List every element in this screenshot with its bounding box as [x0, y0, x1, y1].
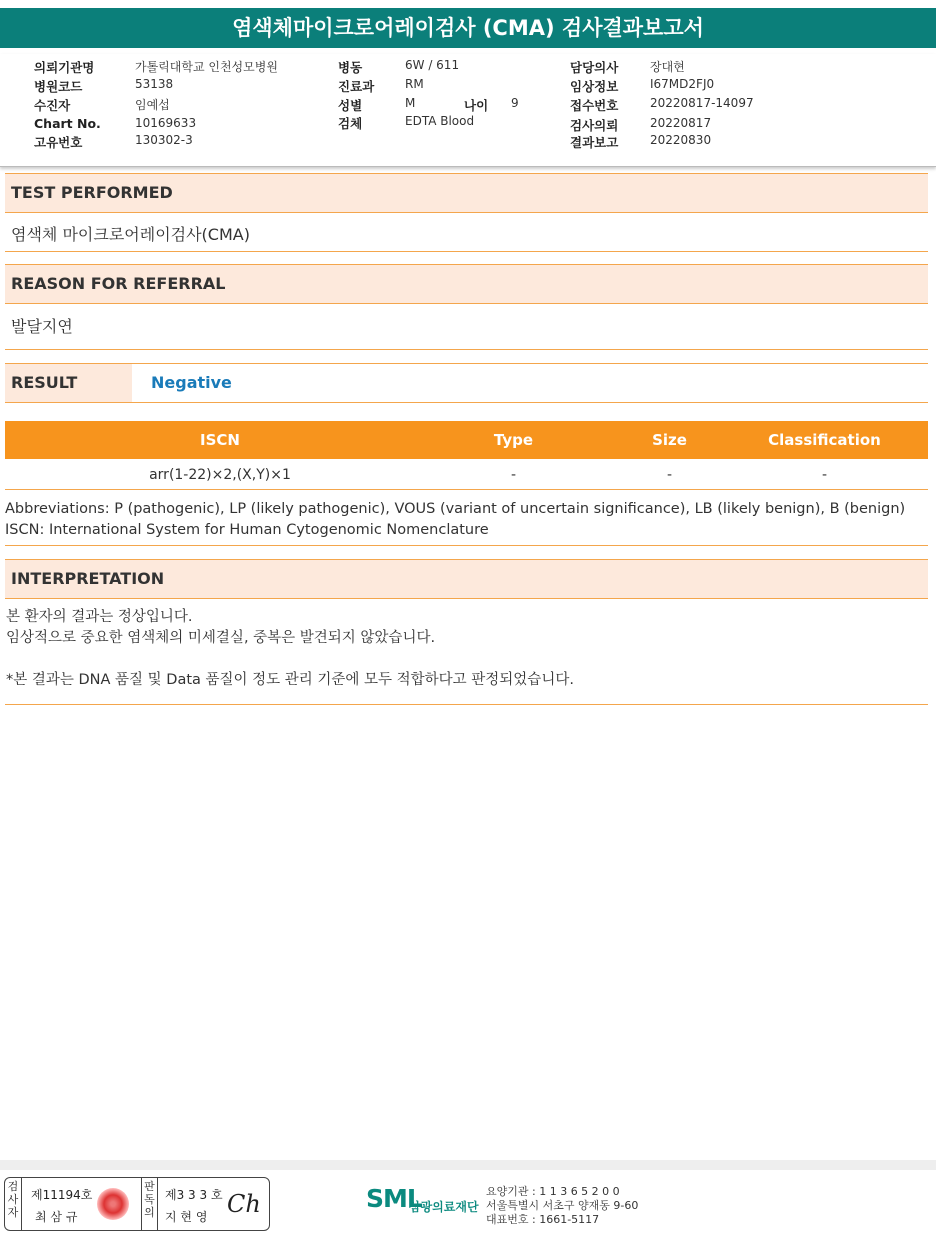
lab-code: 요양기관 : 1 1 3 6 5 2 0 0	[486, 1185, 620, 1198]
divider	[5, 545, 928, 546]
interpretation-note: *본 결과는 DNA 품질 및 Data 품질이 정도 관리 기준에 모두 적합하다고 판정되었습니다.	[6, 672, 574, 688]
cell-type: -	[510, 467, 517, 483]
signature-box	[4, 1177, 270, 1231]
approver-name: 지 현 영	[165, 1210, 208, 1224]
dept-label: 진료과	[338, 79, 375, 94]
chart-value: 10169633	[135, 116, 197, 130]
institution-label: 의뢰기관명	[34, 60, 95, 75]
referral-heading: REASON FOR REFERRAL	[11, 274, 226, 293]
col-iscn: ISCN	[200, 431, 240, 449]
patient-label: 수진자	[34, 98, 71, 113]
doctor-value: 장대현	[650, 60, 685, 74]
report-value: 20220830	[650, 133, 712, 147]
col-type: Type	[493, 431, 534, 449]
examiner-name: 최 삼 규	[35, 1210, 78, 1224]
ward-label: 병동	[338, 60, 363, 75]
request-label: 검사의뢰	[570, 118, 619, 133]
dept-value: RM	[405, 77, 424, 91]
hospital-code-label: 병원코드	[34, 79, 83, 94]
doctor-label: 담당의사	[570, 60, 619, 75]
unique-label: 고유번호	[34, 135, 83, 150]
interpretation-line: 임상적으로 중요한 염색체의 미세결실, 중복은 발견되지 않았습니다.	[6, 630, 436, 646]
patient-info-panel	[0, 54, 936, 167]
unique-value: 130302-3	[135, 133, 193, 147]
institution-value: 가톨릭대학교 인천성모병원	[135, 60, 278, 74]
cell-size: -	[666, 467, 673, 483]
test-performed-heading: TEST PERFORMED	[11, 183, 173, 202]
lab-street: 서울특별시 서초구 양재동 9-60	[486, 1199, 639, 1212]
age-value: 9	[511, 96, 519, 110]
receipt-value: 20220817-14097	[650, 96, 754, 110]
result-label-cell	[5, 364, 132, 402]
signature: Ch	[227, 1190, 261, 1218]
clinical-label: 임상정보	[570, 79, 619, 94]
col-classification: Classification	[768, 431, 881, 449]
clinical-value: I67MD2FJ0	[650, 77, 715, 91]
test-performed-value: 염색체 마이크로어레이검사(CMA)	[11, 225, 250, 244]
sml-logo-subtitle: 삼광의료재단	[409, 1200, 479, 1214]
chart-label: Chart No.	[34, 116, 101, 131]
cell-iscn: arr(1-22)×2,(X,Y)×1	[149, 467, 291, 483]
examiner-label-text: 검사자	[7, 1180, 19, 1219]
referral-value: 발달지연	[11, 317, 73, 336]
approver-label	[141, 1178, 158, 1230]
interpretation-line: 본 환자의 결과는 정상입니다.	[6, 609, 193, 625]
abbreviations	[5, 499, 905, 541]
age-label: 나이	[464, 98, 489, 113]
request-value: 20220817	[650, 116, 712, 130]
iscn-table-header	[5, 421, 928, 459]
result-value: Negative	[151, 373, 232, 392]
specimen-value: EDTA Blood	[405, 114, 475, 128]
col-size: Size	[652, 431, 687, 449]
examiner-label	[5, 1178, 22, 1230]
test-performed-header	[5, 173, 928, 213]
seal-stamp-icon	[97, 1188, 129, 1220]
sex-value: M	[405, 96, 416, 110]
approver-label-text: 판독의	[144, 1180, 155, 1219]
result-row	[5, 363, 928, 403]
examiner-no: 제11194호	[31, 1188, 93, 1202]
sml-logo: SML	[366, 1184, 422, 1213]
divider	[5, 704, 928, 705]
lab-address	[486, 1185, 638, 1227]
table-row	[5, 461, 928, 490]
interpretation-heading: INTERPRETATION	[11, 569, 165, 588]
receipt-label: 접수번호	[570, 98, 619, 113]
approver-no: 제3 3 3 호	[165, 1188, 223, 1202]
report-label: 결과보고	[570, 135, 619, 150]
sex-label: 성별	[338, 98, 363, 113]
hospital-code-value: 53138	[135, 77, 174, 91]
abbreviations-line: Abbreviations: P (pathogenic), LP (likely pathogenic), VOUS (variant of uncertain significance), LB (likely benign), B (benign)	[5, 501, 906, 517]
ward-value: 6W / 611	[405, 58, 460, 72]
referral-header	[5, 264, 928, 304]
test-performed-body	[5, 212, 928, 252]
interpretation-body	[6, 607, 574, 691]
lab-phone: 대표번호 : 1661-5117	[486, 1213, 600, 1226]
iscn-definition: ISCN: International System for Human Cytogenomic Nomenclature	[5, 522, 489, 538]
patient-value: 임예섭	[135, 98, 170, 112]
report-title: 염색체마이크로어레이검사 (CMA) 검사결과보고서	[0, 8, 936, 48]
cell-classification: -	[821, 467, 828, 483]
interpretation-header	[5, 559, 928, 599]
referral-body	[5, 303, 928, 350]
footer-band	[0, 1160, 936, 1170]
result-heading: RESULT	[11, 373, 78, 392]
specimen-label: 검체	[338, 116, 363, 131]
